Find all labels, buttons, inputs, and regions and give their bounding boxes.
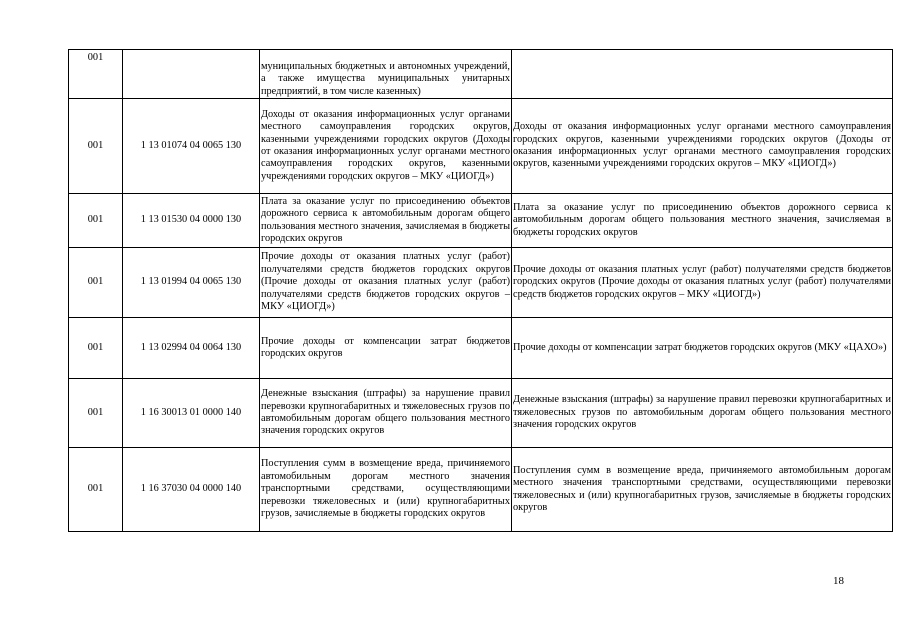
budget-revenue-table	[68, 49, 893, 532]
revenue-code-cell: 1 13 01994 04 0065 130	[123, 248, 260, 318]
revenue-code-cell: 1 16 37030 04 0000 140	[123, 448, 260, 532]
revenue-code-cell: 1 16 30013 01 0000 140	[123, 379, 260, 448]
revenue-name-right-cell: Прочие доходы от оказания платных услуг (работ) получателями средств бюджетов городских округов (Прочие доходы от оказания платных услуг (работ) получателями средств бюджетов городских округов – МКУ «ЦИОГД»)	[512, 248, 893, 318]
revenue-name-right-cell	[512, 50, 893, 99]
table-row	[69, 448, 893, 532]
table-row	[69, 318, 893, 379]
revenue-name-left-cell: Доходы от оказания информационных услуг органами местного самоуправления городских округов, казенными учреждениями городских округов (Доходы от оказания информационных услуг органами местного самоуправления городских округов, казенными учреждениями городских округов – МКУ «ЦИОГД»)	[260, 99, 512, 194]
admin-code-cell: 001	[69, 194, 123, 248]
admin-code-cell: 001	[69, 50, 123, 99]
revenue-code-cell: 1 13 01074 04 0065 130	[123, 99, 260, 194]
revenue-name-left-cell: Поступления сумм в возмещение вреда, причиняемого автомобильным дорогам местного значения транспортными средствами, осуществляющими перевозки тяжеловесных и (или) крупногабаритных грузов, зачисляемые в бюджеты городских округов	[260, 448, 512, 532]
revenue-name-left-cell: муниципальных бюджетных и автономных учреждений, а также имущества муниципальных унитарных предприятий, в том числе казенных)	[260, 50, 512, 99]
table-row	[69, 248, 893, 318]
admin-code-cell: 001	[69, 248, 123, 318]
revenue-name-right-cell: Поступления сумм в возмещение вреда, причиняемого автомобильным дорогам местного значения транспортными средствами, осуществляющими перевозки тяжеловесных и (или) крупногабаритных грузов, зачисляемые в бюджеты городских округов	[512, 448, 893, 532]
revenue-name-right-cell: Плата за оказание услуг по присоединению объектов дорожного сервиса к автомобильным дорогам общего пользования местного значения, зачисляемая в бюджеты городских округов	[512, 194, 893, 248]
table-row	[69, 99, 893, 194]
revenue-name-left-cell: Прочие доходы от оказания платных услуг (работ) получателями средств бюджетов городских округов (Прочие доходы от оказания платных услуг (работ) получателями средств бюджетов городских округов – МКУ «ЦИОГД»)	[260, 248, 512, 318]
revenue-name-left-cell: Плата за оказание услуг по присоединению объектов дорожного сервиса к автомобильным дорогам общего пользования местного значения, зачисляемая в бюджеты городских округов	[260, 194, 512, 248]
table-row	[69, 194, 893, 248]
admin-code-cell: 001	[69, 99, 123, 194]
revenue-name-right-cell: Денежные взыскания (штрафы) за нарушение правил перевозки крупногабаритных и тяжеловесных грузов по автомобильным дорогам общего пользования местного значения городских округов	[512, 379, 893, 448]
revenue-name-right-cell: Доходы от оказания информационных услуг органами местного самоуправления городских округов, казенными учреждениями городских округов (Доходы от оказания информационных услуг органами местного самоуправления городских округов, казенными учреждениями городских округов – МКУ «ЦИОГД»)	[512, 99, 893, 194]
revenue-name-left-cell: Денежные взыскания (штрафы) за нарушение правил перевозки крупногабаритных и тяжеловесных грузов по автомобильным дорогам общего пользования местного значения городских округов	[260, 379, 512, 448]
table-row	[69, 50, 893, 99]
revenue-name-left-cell: Прочие доходы от компенсации затрат бюджетов городских округов	[260, 318, 512, 379]
admin-code-cell: 001	[69, 448, 123, 532]
admin-code-cell: 001	[69, 379, 123, 448]
revenue-code-cell	[123, 50, 260, 99]
table-row	[69, 379, 893, 448]
revenue-code-cell: 1 13 02994 04 0064 130	[123, 318, 260, 379]
admin-code-cell: 001	[69, 318, 123, 379]
page-number: 18	[833, 575, 844, 587]
revenue-name-right-cell: Прочие доходы от компенсации затрат бюджетов городских округов (МКУ «ЦАХО»)	[512, 318, 893, 379]
revenue-code-cell: 1 13 01530 04 0000 130	[123, 194, 260, 248]
